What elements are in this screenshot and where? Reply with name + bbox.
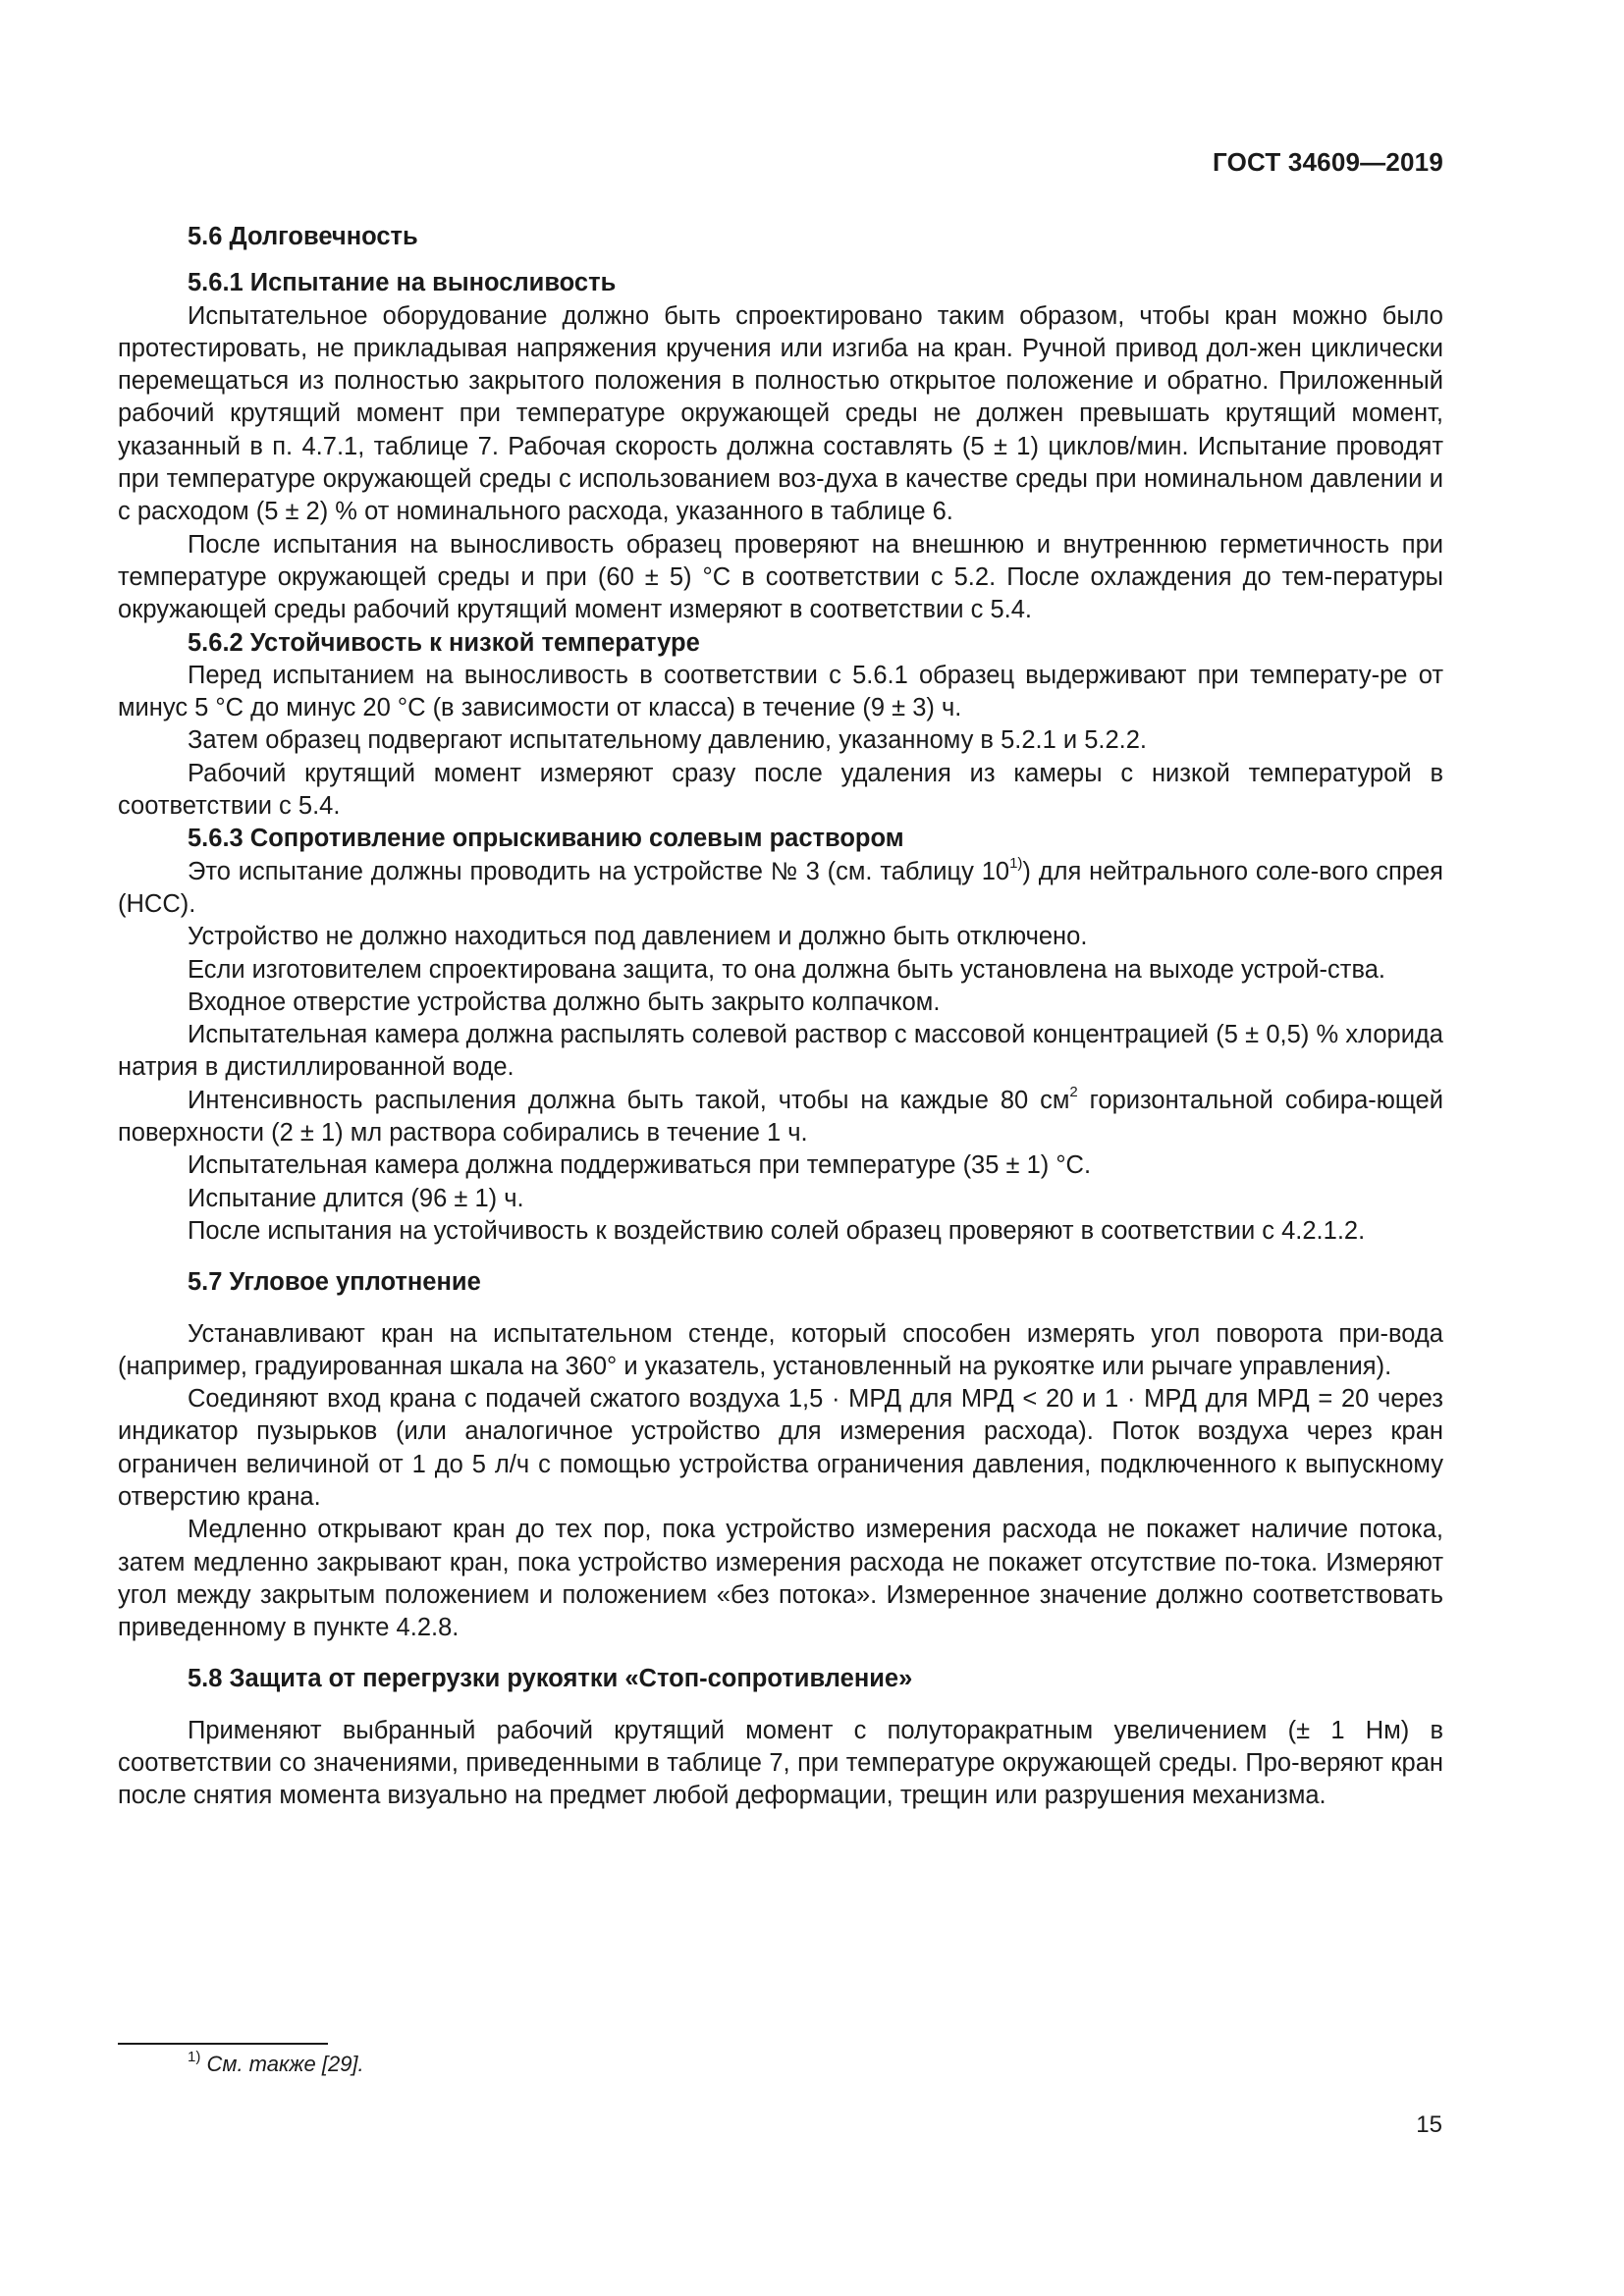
footnote xyxy=(188,2048,364,2078)
section-heading-5-6-1: 5.6.1 Испытание на выносливость xyxy=(188,269,617,297)
paragraph-with-footnote-ref xyxy=(118,856,1443,922)
paragraph: Если изготовителем спроектирована защита, то она должна быть установлена на выходе устрой-ства. xyxy=(188,955,1386,984)
document-code: ГОСТ 34609—2019 xyxy=(1213,147,1443,177)
paragraph-with-superscript xyxy=(118,1085,1443,1150)
paragraph: Соединяют вход крана с подачей сжатого воздуха 1,5 · МРД для МРД < 20 и 1 · МРД для МРД = 20 через индикатор пузырьков (или аналогичное устройство для измерения расхода). Поток воздуха через кран ограничен величиной от 1 до 5 л/ч с помощью устройства ограничения давления, подключенного к выпускному отверстию крана. xyxy=(118,1385,1443,1511)
page-number: 15 xyxy=(1416,2111,1442,2138)
section-heading-5-8: 5.8 Защита от перегрузки рукоятки «Стоп-сопротивление» xyxy=(188,1665,913,1693)
paragraph: Медленно открывают кран до тех пор, пока устройство измерения расхода не покажет наличие потока, затем медленно закрывают кран, пока устройство измерения расхода не покажет отсутствие по-тока. Измеряют угол между закрытым положением и положением «без потока». Измеренное значение должно соответствовать приведенному в пункте 4.2.8. xyxy=(118,1516,1443,1642)
section-heading-5-7: 5.7 Угловое уплотнение xyxy=(188,1268,481,1297)
footnote-separator xyxy=(118,2043,328,2045)
paragraph: Испытательное оборудование должно быть спроектировано таким образом, чтобы кран можно было протестировать, не прикладывая напряжения кручения или изгиба на кран. Ручной привод дол-жен циклически перемещаться из полностью закрытого положения в полностью открытое положение и обратно. Приложенный рабочий крутящий момент при температуре окружающей среды не должен превышать крутящий момент, указанный в п. 4.7.1, таблице 7. Рабочая скорость должна составлять (5 ± 1) циклов/мин. Испытание проводят при температуре окружающей среды с использованием воз-духа в качестве среды при номинальном давлении и с расходом (5 ± 2) % от номинального расхода, указанного в таблице 6. xyxy=(118,301,1443,526)
paragraph: Затем образец подвергают испытательному давлению, указанному в 5.2.1 и 5.2.2. xyxy=(188,726,1147,755)
section-heading-5-6-3: 5.6.3 Сопротивление опрыскиванию солевым раствором xyxy=(188,825,904,853)
paragraph: Рабочий крутящий момент измеряют сразу после удаления из камеры с низкой температурой в соответствии с 5.4. xyxy=(118,759,1443,821)
paragraph: Входное отверстие устройства должно быть закрыто колпачком. xyxy=(188,988,941,1016)
paragraph: Устанавливают кран на испытательном стенде, который способен измерять угол поворота при-вода (например, градуированная шкала на 360° и указатель, установленный на рукоятке или рычаге управления). xyxy=(118,1319,1443,1380)
paragraph: Устройство не должно находиться под давлением и должно быть отключено. xyxy=(188,923,1088,951)
footnote-reference: 1) xyxy=(1009,855,1023,873)
paragraph: После испытания на устойчивость к воздействию солей образец проверяют в соответствии с 4.2.1.2. xyxy=(188,1216,1366,1245)
text-run: Интенсивность распыления должна быть такой, чтобы на каждые 80 см xyxy=(188,1086,1070,1114)
text-run: ) для нейтрального соле-вого спрея (НСС). xyxy=(118,857,1443,918)
paragraph: Испытание длится (96 ± 1) ч. xyxy=(188,1184,524,1212)
paragraph: После испытания на выносливость образец проверяют на внешнюю и внутреннюю герметичность при температуре окружающей среды и при (60 ± 5) °С в соответствии с 5.2. После охлаждения до тем-пературы окружающей среды рабочий крутящий момент измеряют в соответствии с 5.4. xyxy=(118,530,1443,624)
footnote-marker: 1) xyxy=(188,2048,201,2065)
footnote-text: См. также [29]. xyxy=(206,2052,364,2076)
text-run: Это испытание должны проводить на устройстве № 3 (см. таблицу 10 xyxy=(188,857,1010,885)
superscript-exponent: 2 xyxy=(1069,1084,1078,1101)
paragraph: Применяют выбранный рабочий крутящий момент с полуторакратным увеличением (± 1 Нм) в соответствии со значениями, приведенными в таблице 7, при температуре окружающей среды. Про-веряют кран после снятия момента визуально на предмет любой деформации, трещин или разрушения механизма. xyxy=(118,1716,1443,1810)
paragraph: Испытательная камера должна поддерживаться при температуре (35 ± 1) °С. xyxy=(188,1151,1092,1180)
section-heading-5-6: 5.6 Долговечность xyxy=(188,223,418,250)
text-run: горизонтальной собира-ющей поверхности (2 ± 1) мл раствора собирались в течение 1 ч. xyxy=(118,1086,1443,1148)
section-heading-5-6-2: 5.6.2 Устойчивость к низкой температуре xyxy=(188,628,700,657)
paragraph: Перед испытанием на выносливость в соответствии с 5.6.1 образец выдерживают при температу-ре от минус 5 °С до минус 20 °С (в зависимости от класса) в течение (9 ± 3) ч. xyxy=(118,661,1443,722)
page-content xyxy=(118,221,1443,1813)
paragraph: Испытательная камера должна распылять солевой раствор с массовой концентрацией (5 ± 0,5) % хлорида натрия в дистиллированной воде. xyxy=(118,1021,1443,1082)
